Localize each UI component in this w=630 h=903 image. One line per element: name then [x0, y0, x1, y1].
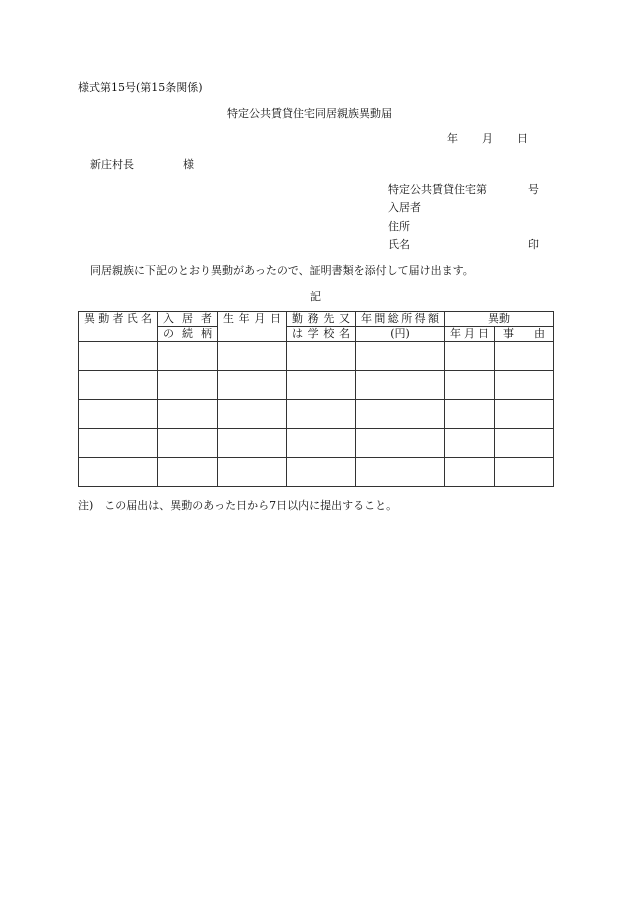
- table-row: [79, 371, 554, 400]
- cell-income[interactable]: [356, 400, 445, 429]
- header-workplace-line2: は学校名: [287, 327, 356, 342]
- cell-change-date[interactable]: [445, 458, 495, 487]
- cell-person-name[interactable]: [79, 429, 158, 458]
- housing-number-suffix: 号: [528, 183, 539, 196]
- addressee-honorific: 様: [183, 158, 194, 171]
- table-row: [79, 429, 554, 458]
- cell-income[interactable]: [356, 371, 445, 400]
- cell-person-name[interactable]: [79, 458, 158, 487]
- header-change-reason-b: 由: [534, 327, 545, 340]
- header-relation-line1: 入居者: [158, 312, 218, 327]
- cell-change-reason[interactable]: [495, 371, 554, 400]
- cell-workplace[interactable]: [287, 429, 356, 458]
- change-table: [78, 311, 554, 487]
- cell-workplace[interactable]: [287, 371, 356, 400]
- cell-birthdate[interactable]: [218, 458, 287, 487]
- cell-relation[interactable]: [158, 429, 218, 458]
- cell-workplace[interactable]: [287, 458, 356, 487]
- date-month-label: 月: [482, 132, 493, 145]
- cell-change-date[interactable]: [445, 400, 495, 429]
- resident-label: 入居者: [388, 201, 421, 214]
- cell-relation[interactable]: [158, 371, 218, 400]
- name-label: 氏名: [388, 238, 410, 251]
- cell-change-reason[interactable]: [495, 429, 554, 458]
- cell-birthdate[interactable]: [218, 429, 287, 458]
- document-title: 特定公共賃貸住宅同居親族異動届: [227, 107, 392, 120]
- cell-change-date[interactable]: [445, 371, 495, 400]
- note-text: 注) この届出は、異動のあった日から7日以内に提出すること。: [78, 499, 398, 512]
- cell-change-reason[interactable]: [495, 342, 554, 371]
- header-change-date: 年月日: [445, 327, 495, 342]
- header-relation-line2: の続柄: [158, 327, 218, 342]
- cell-income[interactable]: [356, 458, 445, 487]
- table-row: [79, 342, 554, 371]
- header-income-line1: 年間総所得額: [356, 312, 445, 327]
- cell-change-reason[interactable]: [495, 458, 554, 487]
- cell-workplace[interactable]: [287, 400, 356, 429]
- header-change-reason: [495, 327, 554, 342]
- addressee-name: 新庄村長: [90, 158, 134, 171]
- cell-change-date[interactable]: [445, 342, 495, 371]
- table-row: [79, 458, 554, 487]
- date-day-label: 日: [517, 132, 528, 145]
- address-label: 住所: [388, 220, 410, 233]
- table-row: [79, 400, 554, 429]
- date-year-label: 年: [447, 132, 458, 145]
- cell-relation[interactable]: [158, 342, 218, 371]
- housing-number-label: 特定公共賃貸住宅第: [388, 183, 487, 196]
- cell-change-date[interactable]: [445, 429, 495, 458]
- cell-person-name[interactable]: [79, 371, 158, 400]
- cell-birthdate[interactable]: [218, 400, 287, 429]
- cell-income[interactable]: [356, 342, 445, 371]
- header-birthdate: 生年月日: [218, 312, 287, 342]
- cell-person-name[interactable]: [79, 342, 158, 371]
- seal-mark: 印: [528, 238, 539, 251]
- cell-person-name[interactable]: [79, 400, 158, 429]
- header-change-reason-a: 事: [503, 327, 514, 340]
- header-workplace-line1: 勤務先又: [287, 312, 356, 327]
- cell-relation[interactable]: [158, 400, 218, 429]
- table-header-row-1: [79, 312, 554, 327]
- cell-birthdate[interactable]: [218, 371, 287, 400]
- cell-relation[interactable]: [158, 458, 218, 487]
- cell-change-reason[interactable]: [495, 400, 554, 429]
- cell-income[interactable]: [356, 429, 445, 458]
- cell-workplace[interactable]: [287, 342, 356, 371]
- ki-heading: 記: [310, 290, 321, 303]
- cell-birthdate[interactable]: [218, 342, 287, 371]
- header-person-name: 異動者氏名: [79, 312, 158, 342]
- form-number: 様式第15号(第15条関係): [78, 81, 203, 94]
- header-change: 異動: [445, 312, 554, 327]
- header-income-line2: (円): [356, 327, 445, 342]
- statement-text: 同居親族に下記のとおり異動があったので、証明書類を添付して届け出ます。: [90, 264, 474, 277]
